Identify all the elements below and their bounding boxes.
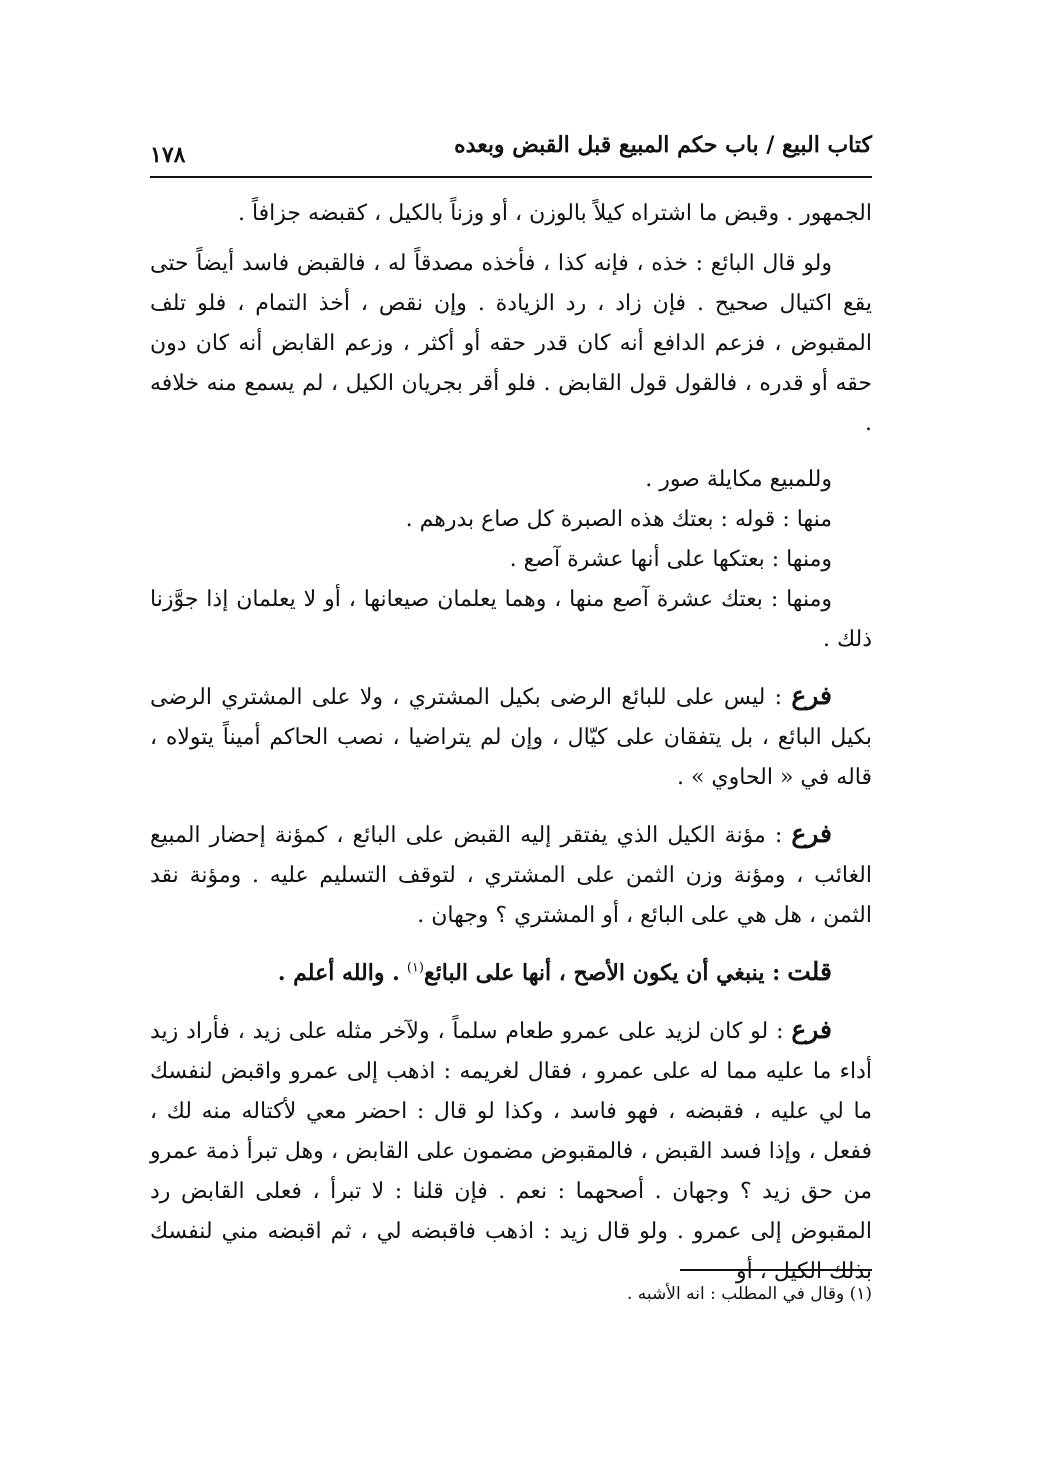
paragraph-1 [150,194,872,234]
paragraph-text: ومنها : بعتكها على أنها عشرة آصع . [509,547,832,572]
section-keyword: فرع [791,681,833,710]
paragraph-10 [150,1010,872,1292]
main-text [150,194,872,1292]
paragraph-text: : ليس على للبائع الرضى بكيل المشتري ، ولا على المشتري الرضى بكيل البائع ، بل يتفقان على كيّال ، وإن لم يتراضيا ، نصب الحاكم أميناً يتولاه ، قاله في « الحاوي » . [150,685,872,790]
paragraph-text: ولو قال البائع : خذه ، فإنه كذا ، فأخذه مصدقاً له ، فالقبض فاسد أيضاً حتى يقع اكتيال صحيح . فإن زاد ، رد الزيادة . وإن نقص ، أخذ التمام ، فلو تلف المقبوض ، فزعم الدافع أنه كان قدر حقه أو أكثر ، وزعم القابض أنه كان دون حقه أو قدره ، فالقول قول القابض . فلو أقر بجريان الكيل ، لم يسمع منه خلافه . [150,251,872,436]
paragraph-6 [150,580,872,660]
paragraph-5 [150,540,872,580]
paragraph-9 [150,952,872,994]
paragraph-text: منها : قوله : بعتك هذه الصبرة كل صاع بدرهم . [405,507,832,532]
section-keyword: قلت [787,957,832,986]
paragraph-4 [150,500,872,540]
paragraph-text: . والله أعلم . [277,960,400,986]
paragraph-text: : ينبغي أن يكون الأصح ، أنها على البائع [423,960,781,986]
paragraph-text: ومنها : بعتك عشرة آصع منها ، وهما يعلمان صيعانها ، أو لا يعلمان إذا جوَّزنا ذلك . [150,587,872,652]
paragraph-text: : لو كان لزيد على عمرو طعام سلماً ، ولآخر مثله على زيد ، فأراد زيد أداء ما عليه مما له على عمرو ، فقال لغريمه : اذهب إلى عمرو واقبض لنفسك ما لي عليه ، فقبضه ، فهو فاسد ، وكذا لو قال : احضر معي لأكتاله منه لك ، ففعل ، وإذا فسد القبض ، فالمقبوض مضمون على القابض ، وهل تبرأ ذمة عمرو من حق زيد ؟ وجهان . أصحهما : نعم . فإن قلنا : لا تبرأ ، فعلى القابض رد المقبوض إلى عمرو . ولو قال زيد : اذهب فاقبضه لي ، ثم اقبضه مني لنفسك بذلك الكيل ، أو [150,1019,872,1284]
footnote-rule [680,1269,872,1271]
header-rule [150,176,872,178]
paragraph-text: وللمبيع مكايلة صور . [645,467,832,492]
section-keyword: فرع [791,1015,832,1044]
page-number: ١٧٨ [150,142,186,168]
footnote: (١) وقال في المطلب : انه الأشبه . [626,1284,872,1304]
paragraph-7 [150,676,872,798]
paragraph-2 [150,244,872,444]
paragraph-text: : مؤنة الكيل الذي يفتقر إليه القبض على البائع ، كمؤنة إحضار المبيع الغائب ، ومؤنة وزن الثمن على المشتري ، لتوقف التسليم عليه . ومؤنة نقد الثمن ، هل هي على البائع ، أو المشتري ؟ وجهان . [150,823,872,928]
running-title: كتاب البيع / باب حكم المبيع قبل القبض وبعده [454,132,872,158]
page-header [150,128,872,172]
paragraph-3 [150,460,872,500]
paragraph-text: الجمهور . وقبض ما اشتراه كيلاً بالوزن ، أو وزناً بالكيل ، كقبضه جزافاً . [237,201,872,226]
footnote-reference: (١) [406,960,424,976]
paragraph-8 [150,814,872,936]
section-keyword: فرع [791,819,832,848]
